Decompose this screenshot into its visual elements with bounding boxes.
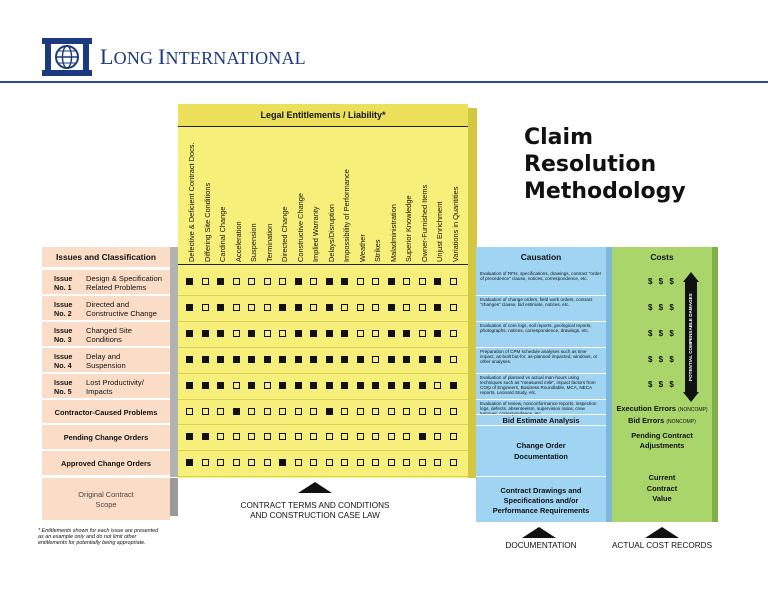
issues-column-side (170, 247, 178, 477)
entitlement-mark-empty (388, 408, 395, 415)
title-line-3: Methodology (524, 179, 686, 204)
legal-column-label: Acceleration (233, 221, 243, 262)
contract-terms-line-2: AND CONSTRUCTION CASE LAW (250, 511, 380, 520)
causation-item: Evaluation of RFIs, specifications, drawings, contract "order of precedence" clause, notices, correspondence, etc. (480, 271, 602, 281)
bid-errors-suffix: (NONCOMP) (666, 419, 696, 425)
entitlement-mark-empty (279, 330, 286, 337)
entitlement-mark-empty (372, 356, 379, 363)
entitlement-mark-empty (372, 459, 379, 466)
change-order-line-1: Change Order (516, 441, 566, 450)
entitlement-mark-empty (434, 433, 441, 440)
row-divider (178, 373, 468, 374)
entitlement-mark-filled (279, 459, 286, 466)
causation-item: Evaluation of core logs, soil reports, geological reports, photographs, notices, correspondence, drawings, etc. (480, 323, 592, 333)
entitlement-mark-empty (357, 330, 364, 337)
entitlement-mark-filled (310, 330, 317, 337)
entitlement-mark-filled (202, 330, 209, 337)
entitlement-mark-empty (264, 304, 271, 311)
entitlement-mark-filled (326, 408, 333, 415)
entitlement-mark-filled (295, 382, 302, 389)
execution-errors-suffix: (NONCOMP) (678, 407, 708, 413)
entitlement-mark-filled (279, 382, 286, 389)
entitlement-mark-empty (450, 330, 457, 337)
entitlement-mark-empty (450, 304, 457, 311)
row-divider (178, 347, 468, 348)
row-divider (178, 321, 468, 322)
entitlement-mark-empty (264, 330, 271, 337)
entitlement-mark-empty (310, 433, 317, 440)
legal-column-label: Constructive Change (295, 192, 305, 262)
long-international-logo (42, 38, 92, 76)
entitlement-mark-empty (233, 382, 240, 389)
entitlement-mark-filled (217, 382, 224, 389)
entitlement-mark-empty (264, 459, 271, 466)
legal-column-label: Superior Knowledge (404, 195, 413, 262)
entitlement-mark-empty (434, 408, 441, 415)
causation-item: Evaluation of change orders, field work orders, contract "changes" clause, bid estimate, notices, etc. (480, 297, 593, 307)
entitlement-mark-empty (295, 433, 302, 440)
legal-header-rule (178, 126, 468, 127)
cost-dollar-signs: $ $ $ (648, 329, 676, 338)
entitlement-mark-empty (295, 408, 302, 415)
legal-header: Legal Entitlements / Liability* (178, 104, 468, 126)
brand-name: LONG INTERNATIONAL (100, 44, 306, 69)
page-title (524, 124, 686, 205)
cost-dollar-signs: $ $ $ (648, 303, 676, 312)
entitlement-mark-filled (326, 304, 333, 311)
current-contract-line-1: Current (648, 473, 676, 482)
row-divider (178, 424, 468, 425)
pending-adjustments-label (612, 431, 712, 450)
entitlement-mark-empty (233, 459, 240, 466)
base-label-1: Original Contract (78, 490, 134, 499)
entitlement-mark-empty (357, 408, 364, 415)
entitlement-mark-empty (233, 304, 240, 311)
entitlement-mark-filled (186, 382, 193, 389)
legal-column-label: Suspension (249, 223, 258, 262)
issue-number: Issue (54, 378, 73, 387)
issues-header: Issues and Classification (55, 252, 157, 262)
legal-column-label: Owner-Furnished Items (419, 184, 429, 262)
entitlement-mark-filled (217, 304, 224, 311)
entitlement-mark-empty (419, 408, 426, 415)
cost-dollar-signs: $ $ $ (648, 277, 676, 286)
entitlement-mark-empty (202, 459, 209, 466)
entitlement-mark-empty (434, 382, 441, 389)
entitlement-mark-filled (186, 433, 193, 440)
entitlement-mark-filled (341, 382, 348, 389)
legal-column-labels (184, 128, 464, 262)
entitlement-footnote (38, 528, 178, 547)
entitlement-mark-empty (264, 278, 271, 285)
contract-terms-label (230, 501, 400, 521)
entitlement-mark-filled (186, 356, 193, 363)
entitlement-mark-empty (248, 408, 255, 415)
cost-dollar-signs: $ $ $ (648, 355, 676, 364)
entitlement-mark-filled (450, 382, 457, 389)
legal-column-label: Unjust Enrichment (435, 201, 444, 262)
entitlement-mark-filled (186, 278, 193, 285)
issue-number: No. 4 (54, 361, 72, 370)
title-line-2: Resolution (524, 152, 657, 177)
legal-column-label: Implied Warranty (311, 206, 320, 262)
entitlement-mark-empty (326, 459, 333, 466)
drawings-line-1: Contract Drawings and (500, 486, 582, 495)
entitlement-mark-filled (434, 304, 441, 311)
legal-column-label: Impossibility of Performance (342, 169, 351, 262)
issue-number: Issue (54, 300, 73, 309)
entitlement-mark-empty (217, 459, 224, 466)
bid-errors-label (612, 416, 712, 425)
issue-description: Lost Productivity/ (86, 378, 144, 387)
entitlement-mark-filled (434, 278, 441, 285)
entitlement-mark-filled (388, 382, 395, 389)
entitlement-mark-empty (341, 304, 348, 311)
entitlement-mark-filled (403, 356, 410, 363)
entitlement-mark-empty (233, 330, 240, 337)
bid-estimate-label: Bid Estimate Analysis (502, 416, 580, 425)
entitlement-mark-empty (341, 408, 348, 415)
entitlement-mark-filled (419, 382, 426, 389)
entitlement-mark-empty (264, 433, 271, 440)
entitlement-mark-empty (202, 278, 209, 285)
issue-row-label: Contractor-Caused Problems (54, 408, 158, 417)
entitlement-mark-filled (279, 304, 286, 311)
bid-errors-text: Bid Errors (628, 416, 665, 425)
entitlement-mark-filled (217, 330, 224, 337)
issue-description: Suspension (86, 361, 126, 370)
issue-number: No. 1 (54, 283, 72, 292)
legal-column-label: Strikes (373, 239, 382, 262)
base-label-2: Scope (95, 500, 117, 509)
entitlement-mark-empty (403, 278, 410, 285)
costs-header: Costs (650, 252, 674, 262)
entitlement-mark-empty (310, 304, 317, 311)
entitlement-mark-empty (233, 433, 240, 440)
legal-column-label: Termination (264, 223, 274, 262)
entitlement-mark-filled (357, 382, 364, 389)
issue-row-label: Pending Change Orders (63, 433, 149, 442)
drawings-line-3: Performance Requirements (492, 506, 590, 515)
entitlement-mark-filled (326, 278, 333, 285)
header-rule (0, 81, 768, 83)
legal-column-label: Variations in Quantities (450, 186, 460, 262)
actual-cost-records-label: ACTUAL COST RECORDS (611, 541, 713, 550)
entitlement-mark-filled (217, 278, 224, 285)
issue-description: Related Problems (86, 283, 147, 292)
causation-divider (476, 347, 606, 348)
actual-cost-arrow-icon (645, 527, 679, 538)
issue-description: Impacts (86, 387, 113, 396)
footnote-line-2: as an example only and do not limit other (38, 534, 137, 541)
legal-column-label: Maladministration (388, 204, 398, 262)
entitlement-mark-empty (403, 459, 410, 466)
entitlement-mark-empty (403, 408, 410, 415)
causation-divider (476, 373, 606, 374)
entitlement-mark-empty (388, 433, 395, 440)
footnote-line-3: entitlements for potentially being appropriate. (38, 540, 146, 547)
entitlement-mark-filled (202, 433, 209, 440)
current-contract-line-3: Value (652, 494, 672, 503)
legal-columns-rule (178, 264, 468, 265)
entitlement-mark-empty (372, 278, 379, 285)
entitlement-mark-empty (372, 408, 379, 415)
entitlement-mark-filled (217, 356, 224, 363)
row-divider (178, 476, 468, 477)
entitlement-mark-filled (326, 356, 333, 363)
entitlement-mark-empty (233, 278, 240, 285)
entitlement-mark-empty (264, 382, 271, 389)
causation-item: Evaluation of planned vs actual man-hours using techniques such as "measured mile", impact factors from COrp of Engineers, Business Roundtable, MCA, NECA reports, Leonard Study, etc. (480, 375, 596, 395)
issue-number: No. 3 (54, 335, 72, 344)
entitlement-mark-empty (403, 433, 410, 440)
change-order-label (476, 440, 606, 462)
entitlement-mark-filled (403, 382, 410, 389)
entitlement-mark-filled (248, 356, 255, 363)
entitlement-mark-filled (434, 330, 441, 337)
causation-divider (476, 321, 606, 322)
entitlement-mark-empty (248, 433, 255, 440)
execution-errors-text: Execution Errors (616, 404, 677, 413)
entitlement-mark-empty (372, 304, 379, 311)
entitlement-mark-empty (310, 278, 317, 285)
entitlement-mark-filled (341, 278, 348, 285)
entitlement-mark-filled (202, 382, 209, 389)
entitlement-mark-empty (357, 304, 364, 311)
issue-number: Issue (54, 274, 73, 283)
drawings-label (476, 486, 606, 516)
entitlement-mark-empty (403, 304, 410, 311)
change-order-line-2: Documentation (514, 452, 568, 461)
entitlement-mark-empty (310, 459, 317, 466)
entitlement-mark-filled (233, 408, 240, 415)
issue-number: Issue (54, 326, 73, 335)
entitlement-mark-filled (341, 356, 348, 363)
entitlement-mark-filled (434, 356, 441, 363)
issue-number: No. 2 (54, 309, 72, 318)
entitlement-mark-empty (419, 278, 426, 285)
entitlement-mark-empty (186, 408, 193, 415)
pending-adjustments-line-2: Adjustments (639, 440, 685, 450)
pending-adjustments-line-1: Pending Contract (631, 431, 693, 440)
entitlement-mark-empty (388, 459, 395, 466)
causation-item: Preparation of CPM schedule analyses such as time impact, as-built but-for, as-planned impacted, windows, or other analyses. (480, 349, 598, 364)
contract-terms-line-1: CONTRACT TERMS AND CONDITIONS (240, 501, 390, 510)
potential-damages-label: POTENTIAL COMPENSABLE DAMAGES (688, 293, 693, 381)
legal-column-label: Delays/Disruption (326, 204, 336, 262)
entitlement-mark-filled (326, 330, 333, 337)
entitlement-mark-filled (295, 330, 302, 337)
issue-description: Constructive Change (86, 309, 157, 318)
entitlement-mark-filled (341, 330, 348, 337)
contract-terms-arrow-icon (298, 482, 332, 493)
entitlement-mark-empty (450, 278, 457, 285)
entitlement-mark-filled (186, 304, 193, 311)
issue-description: Design & Specification (86, 274, 162, 283)
entitlement-mark-filled (388, 330, 395, 337)
entitlement-mark-filled (295, 356, 302, 363)
title-line-1: Claim (524, 125, 593, 150)
entitlement-mark-empty (341, 459, 348, 466)
entitlement-mark-empty (248, 459, 255, 466)
causation-item: Evaluation of review, nonconformance reports, inspection logs, defects, absenteeism, supervision ratios, crew (480, 401, 597, 411)
legal-column-label: Directed Change (280, 206, 289, 262)
costs-block-side (712, 247, 718, 522)
entitlement-mark-empty (450, 433, 457, 440)
entitlement-mark-empty (341, 433, 348, 440)
entitlement-mark-empty (450, 356, 457, 363)
entitlement-mark-filled (202, 356, 209, 363)
issue-row-label: Approved Change Orders (61, 459, 151, 468)
issue-description: Delay and (86, 352, 121, 361)
entitlement-mark-filled (403, 330, 410, 337)
entitlement-mark-filled (372, 382, 379, 389)
causation-header: Causation (520, 252, 562, 262)
entitlement-mark-empty (295, 459, 302, 466)
entitlement-mark-filled (326, 382, 333, 389)
entitlement-mark-empty (202, 304, 209, 311)
causation-divider (476, 399, 606, 400)
entitlement-mark-filled (186, 459, 193, 466)
entitlement-mark-empty (217, 433, 224, 440)
entitlement-mark-filled (295, 304, 302, 311)
entitlement-mark-filled (357, 356, 364, 363)
current-contract-value-label (612, 473, 712, 505)
footnote-line-1: * Entitlements shown for each issue are presented (38, 528, 159, 534)
documentation-label: DOCUMENTATION (505, 541, 577, 550)
drawings-line-2: Specifications and/or (503, 496, 579, 505)
entitlement-mark-empty (419, 330, 426, 337)
entitlement-mark-filled (248, 382, 255, 389)
entitlement-mark-filled (186, 330, 193, 337)
causation-divider (476, 476, 606, 477)
entitlement-mark-filled (248, 330, 255, 337)
row-divider (178, 399, 468, 400)
issue-number: Issue (54, 352, 73, 361)
cost-dollar-signs: $ $ $ (648, 380, 676, 389)
entitlement-mark-filled (310, 356, 317, 363)
issue-description: Conditions (86, 335, 122, 344)
causation-divider (476, 295, 606, 296)
row-divider (178, 450, 468, 451)
causation-divider (476, 414, 606, 415)
entitlement-mark-empty (372, 433, 379, 440)
entitlement-mark-filled (419, 356, 426, 363)
entitlement-mark-filled (233, 356, 240, 363)
entitlement-mark-empty (264, 408, 271, 415)
entitlement-mark-empty (450, 408, 457, 415)
entitlement-mark-empty (217, 408, 224, 415)
documentation-arrow-icon (522, 527, 556, 538)
entitlement-mark-empty (357, 433, 364, 440)
base-label (42, 490, 170, 510)
entitlement-mark-empty (326, 433, 333, 440)
legal-column-label: Weather (357, 234, 367, 262)
current-contract-line-2: Contract (646, 483, 678, 493)
issue-number: No. 5 (54, 387, 72, 396)
entitlement-mark-empty (248, 278, 255, 285)
legal-column-label: Cardinal Change (218, 206, 227, 262)
row-divider (178, 295, 468, 296)
entitlement-mark-filled (295, 278, 302, 285)
entitlement-mark-empty (357, 278, 364, 285)
entitlement-mark-filled (388, 278, 395, 285)
entitlement-mark-filled (310, 382, 317, 389)
entitlement-mark-filled (279, 356, 286, 363)
issue-description: Changed Site (86, 326, 133, 335)
entitlement-mark-empty (279, 433, 286, 440)
execution-errors-label (612, 404, 712, 413)
causation-divider (476, 425, 606, 426)
entitlement-mark-empty (372, 330, 379, 337)
legal-column-label: Differing Site Conditions (202, 182, 212, 262)
entitlement-mark-empty (357, 459, 364, 466)
legal-column-label: Defective & Deficient Contract Docs. (187, 142, 196, 262)
entitlement-mark-empty (248, 304, 255, 311)
base-box-side (170, 478, 178, 516)
entitlement-mark-empty (279, 278, 286, 285)
entitlement-mark-filled (419, 433, 426, 440)
entitlement-mark-empty (434, 459, 441, 466)
entitlement-mark-filled (388, 356, 395, 363)
entitlement-mark-empty (310, 408, 317, 415)
entitlement-mark-empty (450, 459, 457, 466)
entitlement-mark-empty (279, 408, 286, 415)
entitlement-mark-empty (202, 408, 209, 415)
entitlement-mark-empty (419, 304, 426, 311)
entitlement-mark-filled (264, 356, 271, 363)
entitlement-mark-filled (388, 304, 395, 311)
entitlement-mark-empty (419, 459, 426, 466)
issue-description: Directed and (86, 300, 130, 309)
